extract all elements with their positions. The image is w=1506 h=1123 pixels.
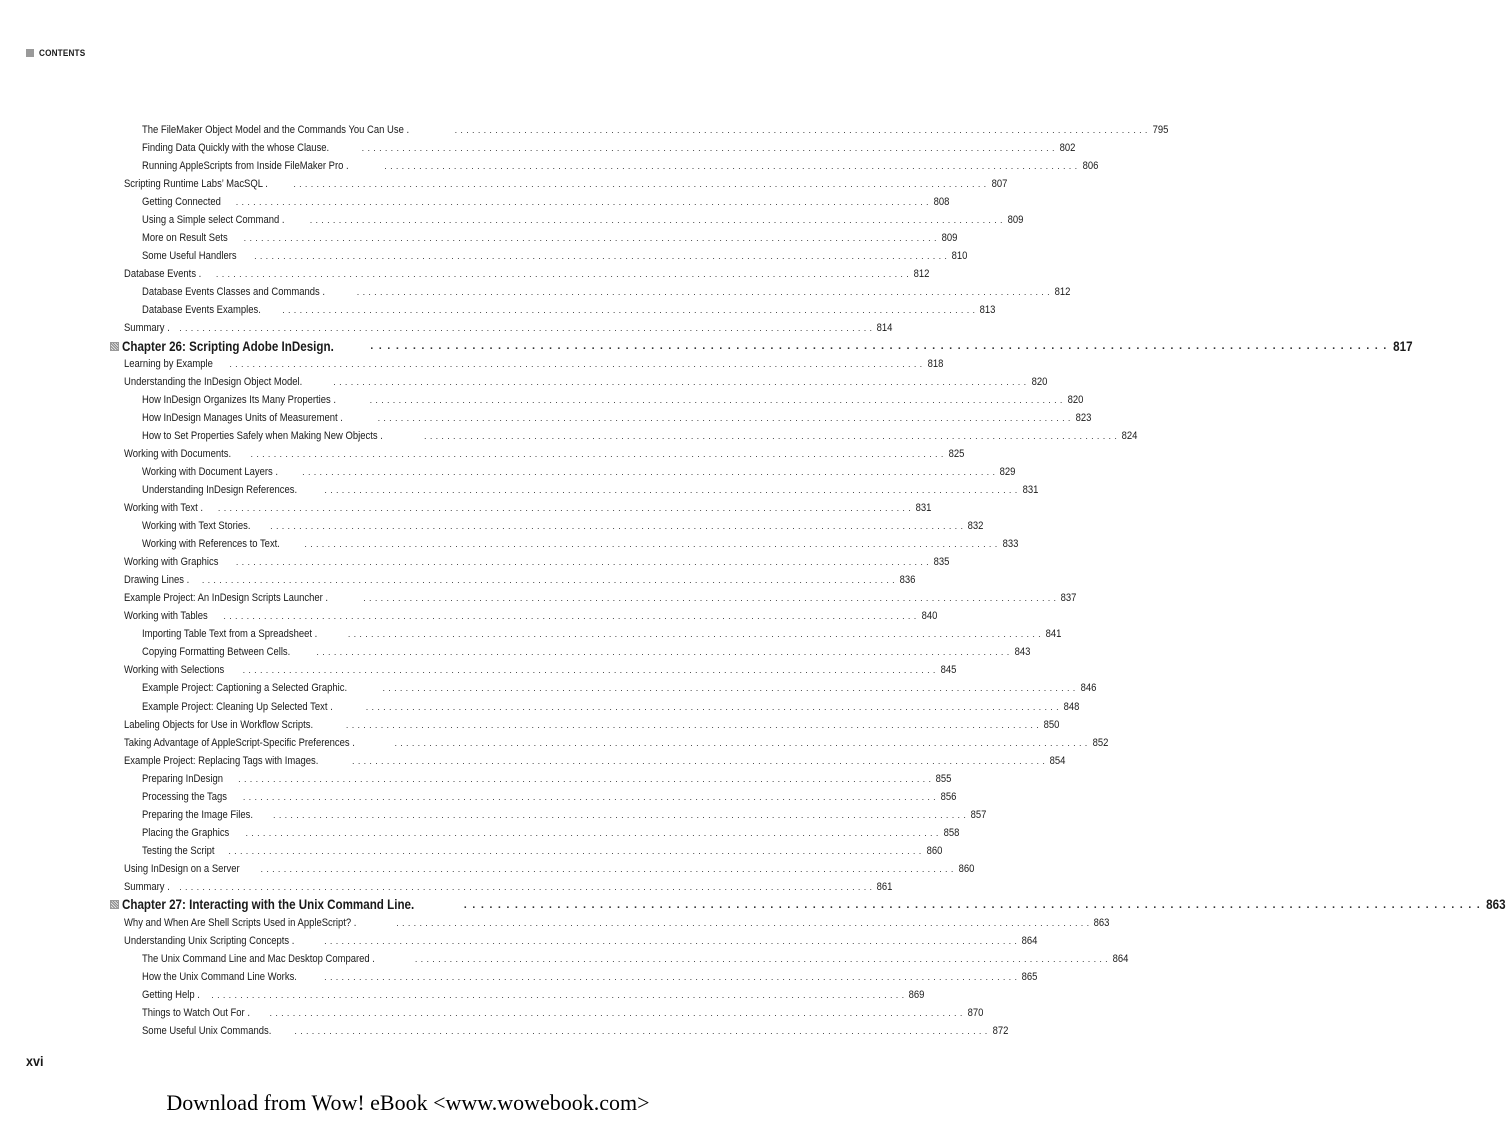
toc-entry-title: Working with Graphics (124, 556, 219, 569)
toc-entry (0, 589, 1077, 607)
toc-entry-title: Summary . (124, 322, 170, 335)
toc-entry (0, 481, 1038, 499)
toc-entry (0, 806, 987, 824)
toc-entry-page: 810 (951, 250, 968, 263)
toc-entry (0, 391, 1084, 409)
dot-leader: . . . . . . . . . . . . . . . . . . . . . . . . . . . . . . . . . . . . . . . . . . . . . . . . . . . . . . . . . . . . . . . . . . . . . . . . . . . . . . . . . . . . . . . . . . . . . . . . . . . . . . . . . . . . . . . . . . . . . . . . (293, 179, 987, 190)
toc-entry-title: Understanding InDesign References. (142, 484, 298, 497)
toc-entry (0, 950, 1129, 968)
toc-entry-title: Working with References to Text. (142, 538, 280, 551)
toc-entry-title: Some Useful Unix Commands. (142, 1024, 272, 1037)
toc-entry (0, 1004, 984, 1022)
toc-entry-page: 802 (1059, 142, 1076, 155)
toc-entry (0, 625, 1062, 643)
toc-entry (0, 752, 1066, 770)
toc-entry (0, 139, 1076, 157)
toc-entry-title: Getting Connected (142, 196, 221, 209)
dot-leader: . . . . . . . . . . . . . . . . . . . . . . . . . . . . . . . . . . . . . . . . . . . . . . . . . . . . . . . . . . . . . . . . . . . . . . . . . . . . . . . . . . . . . . . . . . . . . . . . . . . . . . . . . . . . . . . . . . . . . . . . (254, 251, 948, 262)
dot-leader: . . . . . . . . . . . . . . . . . . . . . . . . . . . . . . . . . . . . . . . . . . . . . . . . . . . . . . . . . . . . . . . . . . . . . . . . . . . . . . . . . . . . . . . . . . . . . . . . . . . . . . . . . . . . . . . . . . . . . . . . (215, 269, 910, 280)
toc-entry-page: 824 (1121, 430, 1138, 443)
dot-leader: . . . . . . . . . . . . . . . . . . . . . . . . . . . . . . . . . . . . . . . . . . . . . . . . . . . . . . . . . . . . . . . . . . . . . . . . . . . . . . . . . . . . . . . . . . . . . . . . . . . . . . . . . . . . . . . . . . . . . . . . (347, 629, 1042, 640)
toc-entry (0, 535, 1018, 553)
toc-entry (0, 968, 1038, 986)
dot-leader: . . . . . . . . . . . . . . . . . . . . . . . . . . . . . . . . . . . . . . . . . . . . . . . . . . . . . . . . . . . . . . . . . . . . . . . . . . . . . . . . . . . . . . . . . . . . . . . . . . . . . . . . . . . . . . . . . . . . . . . . (324, 971, 1018, 982)
dot-leader: . . . . . . . . . . . . . . . . . . . . . . . . . . . . . . . . . . . . . . . . . . . . . . . . . . . . . . . . . . . . . . . . . . . . . . . . . . . . . . . . . . . . . . . . . . . . . . . . . . . . . . . . . . . . . . . . . . . . . . . . (242, 791, 937, 802)
toc-entry (0, 373, 1047, 391)
toc-entry-page: 864 (1112, 952, 1129, 965)
toc-entry-page: 863 (1094, 916, 1110, 929)
chapter-marker-icon (110, 900, 119, 909)
toc-entry-title: Placing the Graphics (142, 826, 230, 839)
toc-entry-page: 856 (940, 790, 957, 803)
toc-entry-title: Some Useful Handlers (142, 250, 237, 263)
toc-entry-title: Testing the Script (142, 844, 215, 857)
dot-leader: . . . . . . . . . . . . . . . . . . . . . . . . . . . . . . . . . . . . . . . . . . . . . . . . . . . . . . . . . . . . . . . . . . . . . . . . . . . . . . . . . . . . . . . . . . . . . . . . . . . . . . . . . . . . . . . . . . . . . . . . (324, 485, 1018, 496)
toc-entry-title: Processing the Tags (142, 790, 228, 803)
dot-leader: . . . . . . . . . . . . . . . . . . . . . . . . . . . . . . . . . . . . . . . . . . . . . . . . . . . . . . . . . . . . . . . . . . . . . . . . . . . . . . . . . . . . . . . . . . . . . . . . . . . . . . . . . . . . . . . . . . . . . . . . (260, 863, 954, 874)
toc-entry-page: 863 (1486, 897, 1506, 913)
toc-entry-page: 854 (1049, 754, 1066, 767)
page-number: xvi (26, 1053, 44, 1069)
dot-leader: . . . . . . . . . . . . . . . . . . . . . . . . . . . . . . . . . . . . . . . . . . . . . . . . . . . . . . . . . . . . . . . . . . . . . . . . . . . . . . . . . . . . . . . . . . . . . . . . . . . . . . . . . . . . . . . . . . . . . . . . (361, 143, 1055, 154)
dot-leader: . . . . . . . . . . . . . . . . . . . . . . . . . . . . . . . . . . . . . . . . . . . . . . . . . . . . . . . . . . . . . . . . . . . . . . . . . . . . . . . . . . . . . . . . . . . . . . . . . . . . . . . . . . . . . . . . . . . . . . . . (384, 161, 1078, 172)
toc-entry-title: How the Unix Command Line Works. (142, 970, 297, 983)
toc-entry (0, 157, 1098, 175)
toc-entry-title: Example Project: Captioning a Selected Graphic. (142, 682, 348, 695)
dot-leader: . . . . . . . . . . . . . . . . . . . . . . . . . . . . . . . . . . . . . . . . . . . . . . . . . . . . . . . . . . . . . . . . . . . . . . . . . . . . . . . . . . . . . . . . . . . . . . . . . . . . . . . . . . . . . . . . . . . . . . . . (302, 467, 996, 478)
toc-entry-title: Preparing the Image Files. (142, 808, 253, 821)
toc-entry (0, 842, 942, 860)
toc-entry (0, 679, 1097, 697)
toc-entry-page: 808 (933, 196, 950, 209)
toc-entry (0, 914, 1110, 932)
dot-leader: . . . . . . . . . . . . . . . . . . . . . . . . . . . . . . . . . . . . . . . . . . . . . . . . . . . . . . . . . . . . . . . . . . . . . . . . . . . . . . . . . . . . . . . . . . . . . . . . . . . . . . . . . . . . . . . . . . . . . . . . (201, 575, 896, 586)
dot-leader: . . . . . . . . . . . . . . . . . . . . . . . . . . . . . . . . . . . . . . . . . . . . . . . . . . . . . . . . . . . . . . . . . . . . . . . . . . . . . . . . . . . . . . . . . . . . . . . . . . . . . . . . . . . . . . . . . . . . . . . . (217, 503, 912, 514)
toc-entry-page: 840 (921, 610, 937, 623)
dot-leader: . . . . . . . . . . . . . . . . . . . . . . . . . . . . . . . . . . . . . . . . . . . . . . . . . . . . . . . . . . . . . . . . . . . . . . . . . . . . . . . . . . . . . . . . . . . . . . . . . . . . . . . . . . . . . . . . . . . . . . . . (396, 917, 1090, 928)
dot-leader: . . . . . . . . . . . . . . . . . . . . . . . . . . . . . . . . . . . . . . . . . . . . . . . . . . . . . . . . . . . . . . . . . . . . . . . . . . . . . . . . . . . . . . . . . . . . . . . . . . . . . . . . . . . . . . . . . . . . . . . . (356, 287, 1050, 298)
toc-entry-page: 852 (1092, 736, 1109, 749)
toc-entry-title: Working with Selections (124, 664, 225, 677)
toc-entry-page: 836 (899, 574, 916, 587)
dot-leader: . . . . . . . . . . . . . . . . . . . . . . . . . . . . . . . . . . . . . . . . . . . . . . . . . . . . . . . . . . . . . . . . . . . . . . . . . . . . . . . . . . . . . . . . . . . . . . . . . . . . . . . . . . . . . . . . . . . . . . . . (414, 953, 1109, 964)
toc-entry (0, 175, 1007, 193)
toc-chapter-entry (0, 896, 1506, 914)
toc-entry-page: 812 (1054, 286, 1071, 299)
toc-entry (0, 553, 950, 571)
toc-entry-page: 812 (913, 268, 930, 281)
dot-leader: . . . . . . . . . . . . . . . . . . . . . . . . . . . . . . . . . . . . . . . . . . . . . . . . . . . . . . . . . . . . . . . . . . . . . . . . . . . . . . . . . . . . . . . . . . . . . . . . . . . . . . . . . . . . . . . . . . . . . . . . (228, 845, 922, 856)
toc-entry-title: How InDesign Organizes Its Many Properties . (142, 394, 337, 407)
toc-entry-page: 829 (999, 466, 1016, 479)
dot-leader: . . . . . . . . . . . . . . . . . . . . . . . . . . . . . . . . . . . . . . . . . . . . . . . . . . . . . . . . . . . . . . . . . . . . . . . . . . . . . . . . . . . . . . . . . . . . . . . . . . . . . . . . . . . . . . . . . . . . . . . . (242, 665, 936, 676)
toc-entry-page: 846 (1080, 682, 1097, 695)
toc-entry-title: Example Project: An InDesign Scripts Launcher . (124, 592, 329, 605)
toc-entry-title: Copying Formatting Between Cells. (142, 646, 291, 659)
header-square-icon (26, 49, 34, 57)
dot-leader: . . . . . . . . . . . . . . . . . . . . . . . . . . . . . . . . . . . . . . . . . . . . . . . . . . . . . . . . . . . . . . . . . . . . . . . . . . . . . . . . . . . . . . . . . . . . . . . . . . . . . . . . . . . . . . . . . . . . . . . . (179, 323, 873, 334)
dot-leader: . . . . . . . . . . . . . . . . . . . . . . . . . . . . . . . . . . . . . . . . . . . . . . . . . . . . . . . . . . . . . . . . . . . . . . . . . . . . . . . . . . . . . . . . . . . . . . . . . . . . . . . . . . . . . . . . . . . . . . . . (316, 647, 1010, 658)
table-of-contents (0, 121, 1506, 1040)
toc-entry-page: 825 (948, 448, 965, 461)
toc-entry-page: 869 (909, 988, 925, 1001)
toc-entry-title: Working with Documents. (124, 448, 232, 461)
toc-entry-title: Working with Text Stories. (142, 520, 251, 533)
chapter-marker-icon (110, 342, 119, 351)
dot-leader: . . . . . . . . . . . . . . . . . . . . . . . . . . . . . . . . . . . . . . . . . . . . . . . . . . . . . . . . . . . . . . . . . . . . . . . . . . . . . . . . . . . . . . . . . . . . . . . . . . . . . . . . . . . . . . . . . . . . . . . . (363, 593, 1057, 604)
toc-entry-title: Working with Document Layers . (142, 466, 279, 479)
dot-leader: . . . . . . . . . . . . . . . . . . . . . . . . . . . . . . . . . . . . . . . . . . . . . . . . . . . . . . . . . . . . . . . . . . . . . . . . . . . . . . . . . . . . . . . . . . . . . . . . . . . . . . . . . . . . . . . . . . . . . . . . (345, 719, 1040, 730)
toc-entry (0, 607, 937, 625)
dot-leader: . . . . . . . . . . . . . . . . . . . . . . . . . . . . . . . . . . . . . . . . . . . . . . . . . . . . . . . . . . . . . . . . . . . . . . . . . . . . . . . . . . . . . . . . . . . . . . . . . . . . . . . . . . . . . . . . . . . . . . . . (270, 521, 964, 532)
toc-entry-page: 841 (1045, 628, 1062, 641)
toc-entry-page: 865 (1021, 970, 1038, 983)
toc-entry-title: Finding Data Quickly with the whose Clause. (142, 142, 330, 155)
toc-entry-title: Why and When Are Shell Scripts Used in AppleScript? . (124, 916, 357, 929)
toc-entry-page: 858 (943, 826, 960, 839)
download-watermark: Download from Wow! eBook <www.wowebook.com> (166, 1090, 650, 1115)
toc-entry-page: 817 (1392, 338, 1413, 354)
toc-entry-title: More on Result Sets (142, 232, 228, 245)
toc-entry-page: 809 (1007, 214, 1024, 227)
dot-leader: . . . . . . . . . . . . . . . . . . . . . . . . . . . . . . . . . . . . . . . . . . . . . . . . . . . . . . . . . . . . . . . . . . . . . . . . . . . . . . . . . . . . . . . . . . . . . . . . . . . . . . . . . . . . . . . . . . . . . . . . (394, 737, 1088, 748)
toc-entry-page: 823 (1075, 412, 1092, 425)
toc-entry (0, 319, 893, 337)
dot-leader: . . . . . . . . . . . . . . . . . . . . . . . . . . . . . . . . . . . . . . . . . . . . . . . . . . . . . . . . . . . . . . . . . . . . . . . . . . . . . . . . . . . . . . . . . . . . . . . . . . . . . . . . . . . . . . . . . . . . . . . . (294, 1025, 988, 1036)
toc-entry-title: Working with Text . (124, 502, 204, 515)
dot-leader: . . . . . . . . . . . . . . . . . . . . . . . . . . . . . . . . . . . . . . . . . . . . . . . . . . . . . . . . . . . . . . . . . . . . . . . . . . . . . . . . . . . . . . . . . . . . . . . . . . . . . . . . . . . . . . . . . . . . . . . . (211, 989, 905, 1000)
toc-entry-page: 820 (1031, 376, 1047, 389)
toc-entry (0, 932, 1038, 950)
toc-entry-page: 843 (1014, 646, 1030, 659)
dot-leader: . . . . . . . . . . . . . . . . . . . . . . . . . . . . . . . . . . . . . . . . . . . . . . . . . . . . . . . . . . . . . . . . . . . . . . . . . . . . . . . . . . . . . . . . . . . . . . . . . . . . . . . . . . . . . . . . . . . . . . . . (273, 809, 967, 820)
toc-entry-title: Understanding Unix Scripting Concepts . (124, 934, 295, 947)
dot-leader: . . . . . . . . . . . . . . . . . . . . . . . . . . . . . . . . . . . . . . . . . . . . . . . . . . . . . . . . . . . . . . . . . . . . . . . . . . . . . . . . . . . . . . . . . . . . . . . . . . . . . . . . . . . . . . . . . . . . . . . . (382, 683, 1076, 694)
toc-entry-title: Running AppleScripts from Inside FileMaker Pro . (142, 160, 349, 173)
dot-leader: . . . . . . . . . . . . . . . . . . . . . . . . . . . . . . . . . . . . . . . . . . . . . . . . . . . . . . . . . . . . . . . . . . . . . . . . . . . . . . . . . . . . . . . . . . . . . . . . . . . . . . . . . . . . . . . . . . . . . . . . (250, 449, 944, 460)
toc-entry-title: Using a Simple select Command . (142, 214, 285, 227)
toc-entry (0, 1022, 1008, 1040)
toc-entry (0, 860, 975, 878)
toc-entry (0, 445, 965, 463)
dot-leader: . . . . . . . . . . . . . . . . . . . . . . . . . . . . . . . . . . . . . . . . . . . . . . . . . . . . . . . . . . . . . . . . . . . . . . . . . . . . . . . . . . . . . . . . . . . . . . . . . . . . . . . . . . . . . . . . . . . . . . . . (229, 359, 923, 370)
header-label: CONTENTS (39, 47, 86, 59)
toc-entry-title: The Unix Command Line and Mac Desktop Compared . (142, 952, 375, 965)
toc-entry-title: Learning by Example (124, 358, 213, 371)
toc-entry-title: Working with Tables (124, 610, 208, 623)
toc-entry (0, 229, 958, 247)
toc-entry-title: How InDesign Manages Units of Measurement . (142, 412, 343, 425)
toc-entry (0, 355, 943, 373)
toc-entry-page: 872 (992, 1024, 1008, 1037)
toc-entry-page: 813 (979, 304, 996, 317)
toc-entry (0, 301, 996, 319)
toc-entry-title: Chapter 27: Interacting with the Unix Command Line. (122, 897, 415, 913)
toc-entry (0, 734, 1109, 752)
dot-leader: . . . . . . . . . . . . . . . . . . . . . . . . . . . . . . . . . . . . . . . . . . . . . . . . . . . . . . . . . . . . . . . . . . . . . . . . . . . . . . . . . . . . . . . . . . . . . . . . . . . . . . . . . . . . . . . . . . . . . . . . (369, 395, 1063, 406)
toc-entry-title: Labeling Objects for Use in Workflow Scripts. (124, 718, 314, 731)
dot-leader: . . . . . . . . . . . . . . . . . . . . . . . . . . . . . . . . . . . . . . . . . . . . . . . . . . . . . . . . . . . . . . . . . . . . . . . . . . . . . . . . . . . . . . . . . . . . . . . . . . . . . . . . . . . . . . . . . . . . . . . . (179, 881, 873, 892)
dot-leader: . . . . . . . . . . . . . . . . . . . . . . . . . . . . . . . . . . . . . . . . . . . . . . . . . . . . . . . . . . . . . . . . . . . . . . . . . . . . . . . . . . . . . . . . . . . . . . . . . . . . . . . . . . . . . . . . . . . . . . . . (377, 413, 1071, 424)
toc-entry (0, 824, 960, 842)
toc-entry (0, 265, 930, 283)
toc-entry-title: Database Events . (124, 268, 202, 281)
toc-entry-title: Scripting Runtime Labs’ MacSQL . (124, 178, 268, 191)
toc-entry (0, 716, 1060, 734)
running-header (26, 46, 93, 60)
toc-entry-title: Importing Table Text from a Spreadsheet . (142, 628, 318, 641)
toc-chapter-entry (0, 337, 1413, 355)
toc-entry (0, 643, 1030, 661)
dot-leader: . . . . . . . . . . . . . . . . . . . . . . . . . . . . . . . . . . . . . . . . . . . . . . . . . . . . . . . . . . . . . . . . . . . . . . . . . . . . . . . . . . . . . . . . . . . . . . . . . . . . . . . . . . . . . . . . . . . . . . . . (333, 377, 1027, 388)
toc-entry-page: 814 (876, 322, 893, 335)
toc-entry (0, 283, 1071, 301)
toc-entry-page: 832 (967, 520, 984, 533)
toc-entry-page: 848 (1063, 700, 1080, 713)
toc-entry-title: Example Project: Cleaning Up Selected Text . (142, 700, 333, 713)
toc-entry-page: 806 (1082, 160, 1098, 173)
toc-entry-title: How to Set Properties Safely when Making New Objects . (142, 430, 383, 443)
toc-entry-page: 820 (1067, 394, 1084, 407)
toc-entry-title: Summary . (124, 880, 170, 893)
dot-leader: . . . . . . . . . . . . . . . . . . . . . . . . . . . . . . . . . . . . . . . . . . . . . . . . . . . . . . . . . . . . . . . . . . . . . . . . . . . . . . . . . . . . . . . . . . . . . . . . . . . . . . . . . . . . . . . . . . . . . . . . (454, 125, 1148, 135)
dot-leader: . . . . . . . . . . . . . . . . . . . . . . . . . . . . . . . . . . . . . . . . . . . . . . . . . . . . . . . . . . . . . . . . . . . . . . . . . . . . . . . . . . . . . . . . . . . . . . . . . . . . . . . . . . . . . . . . . . . . . . . . (324, 935, 1018, 946)
dot-leader: . . . . . . . . . . . . . . . . . . . . . . . . . . . . . . . . . . . . . . . . . . . . . . . . . . . . . . . . . . . . . . . . . . . . . . . . . . . . . . . . . . . . . . . . . . . . . . . . . . . . . . . . . . . . . . . . . . . . . . . . (424, 431, 1118, 442)
toc-entry-title: Database Events Examples. (142, 304, 261, 317)
dot-leader: . . . . . . . . . . . . . . . . . . . . . . . . . . . . . . . . . . . . . . . . . . . . . . . . . . . . . . . . . . . . . . . . . . . . . . . . . . . . . . . . . . . . . . . . . . . . . . . . . . . . . . . . . . . . . . . . . . . . . . . . (463, 898, 1482, 911)
toc-entry-page: 807 (991, 178, 1007, 191)
toc-entry-title: Drawing Lines . (124, 574, 190, 587)
toc-entry (0, 499, 932, 517)
dot-leader: . . . . . . . . . . . . . . . . . . . . . . . . . . . . . . . . . . . . . . . . . . . . . . . . . . . . . . . . . . . . . . . . . . . . . . . . . . . . . . . . . . . . . . . . . . . . . . . . . . . . . . . . . . . . . . . . . . . . . . . . (352, 755, 1046, 766)
toc-entry-title: Example Project: Replacing Tags with Images. (124, 754, 319, 767)
dot-leader: . . . . . . . . . . . . . . . . . . . . . . . . . . . . . . . . . . . . . . . . . . . . . . . . . . . . . . . . . . . . . . . . . . . . . . . . . . . . . . . . . . . . . . . . . . . . . . . . . . . . . . . . . . . . . . . . . . . . . . . . (365, 701, 1059, 712)
toc-entry-title: Getting Help . (142, 988, 200, 1001)
toc-entry-page: 855 (935, 772, 952, 785)
toc-entry (0, 878, 893, 896)
toc-entry-page: 861 (876, 880, 893, 893)
toc-entry-page: 870 (967, 1006, 984, 1019)
toc-entry-title: Using InDesign on a Server (124, 862, 240, 875)
toc-entry-page: 860 (958, 862, 975, 875)
toc-entry (0, 247, 968, 265)
dot-leader: . . . . . . . . . . . . . . . . . . . . . . . . . . . . . . . . . . . . . . . . . . . . . . . . . . . . . . . . . . . . . . . . . . . . . . . . . . . . . . . . . . . . . . . . . . . . . . . . . . . . . . . . . . . . . . . . . . . . . . . . (304, 539, 998, 550)
toc-entry-page: 833 (1002, 538, 1018, 551)
toc-entry (0, 427, 1138, 445)
toc-entry-page: 818 (927, 358, 943, 371)
toc-entry (0, 770, 952, 788)
dot-leader: . . . . . . . . . . . . . . . . . . . . . . . . . . . . . . . . . . . . . . . . . . . . . . . . . . . . . . . . . . . . . . . . . . . . . . . . . . . . . . . . . . . . . . . . . . . . . . . . . . . . . . . . . . . . . . . . . . . . . . . . (282, 305, 976, 316)
dot-leader: . . . . . . . . . . . . . . . . . . . . . . . . . . . . . . . . . . . . . . . . . . . . . . . . . . . . . . . . . . . . . . . . . . . . . . . . . . . . . . . . . . . . . . . . . . . . . . . . . . . . . . . . . . . . . . . . . . . . . . . . (370, 340, 1388, 353)
toc-entry (0, 661, 957, 679)
toc-entry (0, 463, 1016, 481)
toc-entry-page: 835 (933, 556, 950, 569)
toc-entry-title: Things to Watch Out For . (142, 1006, 250, 1019)
dot-leader: . . . . . . . . . . . . . . . . . . . . . . . . . . . . . . . . . . . . . . . . . . . . . . . . . . . . . . . . . . . . . . . . . . . . . . . . . . . . . . . . . . . . . . . . . . . . . . . . . . . . . . . . . . . . . . . . . . . . . . . . (238, 773, 932, 784)
toc-entry (0, 788, 957, 806)
dot-leader: . . . . . . . . . . . . . . . . . . . . . . . . . . . . . . . . . . . . . . . . . . . . . . . . . . . . . . . . . . . . . . . . . . . . . . . . . . . . . . . . . . . . . . . . . . . . . . . . . . . . . . . . . . . . . . . . . . . . . . . . (243, 233, 937, 244)
toc-entry (0, 121, 1169, 139)
toc-entry-title: Taking Advantage of AppleScript-Specific Preferences . (124, 736, 355, 749)
toc-entry-title: Database Events Classes and Commands . (142, 286, 325, 299)
toc-entry (0, 211, 1024, 229)
toc-entry (0, 698, 1080, 716)
toc-entry-title: Preparing InDesign (142, 772, 223, 785)
dot-leader: . . . . . . . . . . . . . . . . . . . . . . . . . . . . . . . . . . . . . . . . . . . . . . . . . . . . . . . . . . . . . . . . . . . . . . . . . . . . . . . . . . . . . . . . . . . . . . . . . . . . . . . . . . . . . . . . . . . . . . . . (245, 827, 939, 838)
dot-leader: . . . . . . . . . . . . . . . . . . . . . . . . . . . . . . . . . . . . . . . . . . . . . . . . . . . . . . . . . . . . . . . . . . . . . . . . . . . . . . . . . . . . . . . . . . . . . . . . . . . . . . . . . . . . . . . . . . . . . . . . (269, 1007, 963, 1018)
dot-leader: . . . . . . . . . . . . . . . . . . . . . . . . . . . . . . . . . . . . . . . . . . . . . . . . . . . . . . . . . . . . . . . . . . . . . . . . . . . . . . . . . . . . . . . . . . . . . . . . . . . . . . . . . . . . . . . . . . . . . . . . (309, 215, 1003, 226)
toc-entry-page: 860 (926, 844, 942, 857)
toc-entry-title: Understanding the InDesign Object Model. (124, 376, 303, 389)
toc-entry-title: Chapter 26: Scripting Adobe InDesign. (122, 338, 334, 354)
toc-entry-page: 809 (941, 232, 958, 245)
toc-entry-page: 831 (1022, 484, 1038, 497)
toc-entry (0, 571, 916, 589)
toc-entry-page: 850 (1043, 718, 1060, 731)
toc-entry (0, 409, 1092, 427)
dot-leader: . . . . . . . . . . . . . . . . . . . . . . . . . . . . . . . . . . . . . . . . . . . . . . . . . . . . . . . . . . . . . . . . . . . . . . . . . . . . . . . . . . . . . . . . . . . . . . . . . . . . . . . . . . . . . . . . . . . . . . . . (223, 611, 917, 622)
toc-entry-page: 831 (915, 502, 932, 515)
toc-entry (0, 517, 984, 535)
toc-entry (0, 986, 925, 1004)
dot-leader: . . . . . . . . . . . . . . . . . . . . . . . . . . . . . . . . . . . . . . . . . . . . . . . . . . . . . . . . . . . . . . . . . . . . . . . . . . . . . . . . . . . . . . . . . . . . . . . . . . . . . . . . . . . . . . . . . . . . . . . . (235, 197, 929, 208)
dot-leader: . . . . . . . . . . . . . . . . . . . . . . . . . . . . . . . . . . . . . . . . . . . . . . . . . . . . . . . . . . . . . . . . . . . . . . . . . . . . . . . . . . . . . . . . . . . . . . . . . . . . . . . . . . . . . . . . . . . . . . . . (235, 557, 930, 568)
toc-entry-page: 864 (1021, 934, 1038, 947)
toc-entry-page: 795 (1152, 124, 1169, 136)
toc-entry-page: 837 (1061, 592, 1077, 605)
toc-entry-title: The FileMaker Object Model and the Commands You Can Use . (142, 124, 410, 136)
toc-entry-page: 845 (940, 664, 957, 677)
toc-entry (0, 193, 950, 211)
toc-entry-page: 857 (970, 808, 987, 821)
